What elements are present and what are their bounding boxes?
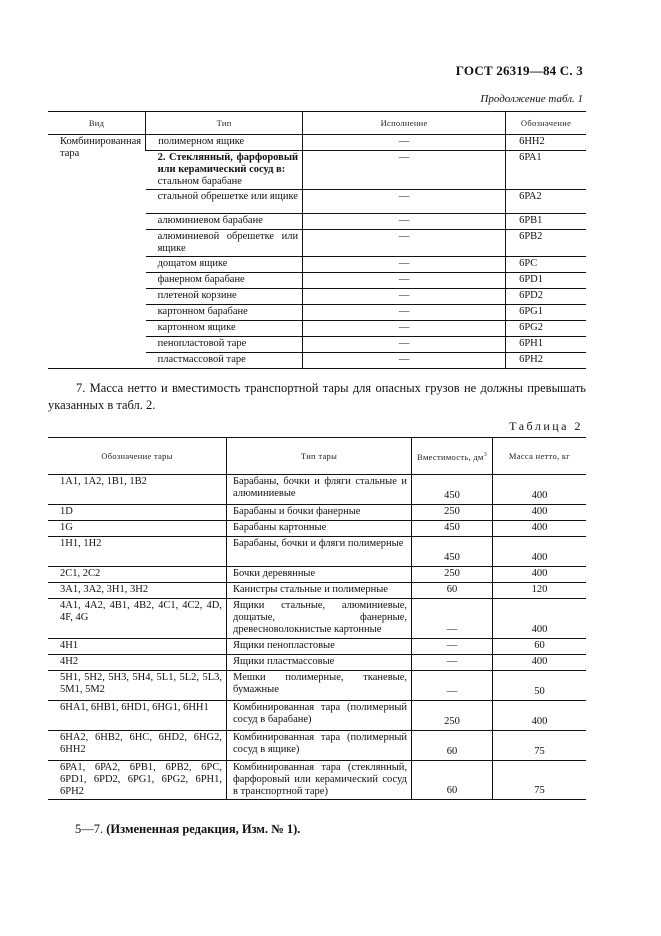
cell-execution: — [303,289,506,305]
col-header-kind: Вид [48,112,146,135]
cell-capacity: 60 [412,761,493,800]
cell-net-mass: 400 [493,599,587,639]
col-header-capacity: Вместимость, $дм^3$ [412,438,493,475]
cell-code: 6РВ1 [506,214,586,230]
cell-designation: 6НА1, 6НВ1, 6HD1, 6HG1, 6НН1 [48,701,227,731]
cell-capacity: 250 [412,701,493,731]
cell-type: полимерном ящике [146,135,303,151]
cell-code: 6РВ2 [506,230,586,257]
cell-capacity: — [412,655,493,671]
cell-designation: 1D [48,505,227,521]
cell-capacity: 450 [412,537,493,567]
footer-note: 5—7. (Измененная редакция, Изм. № 1). [75,822,301,836]
table2-row [48,671,586,701]
cell-designation: 4А1, 4А2, 4В1, 4В2, 4С1, 4С2, 4D, 4F, 4G [48,599,227,639]
cell-type: картонном ящике [146,321,303,337]
cell-type: дощатом ящике [146,257,303,273]
table1-row [48,135,586,151]
cell-container-type: Ящики пенопластовые [227,639,412,655]
cell-container-type: Комбинированная тара (стеклянный, фарфоровый или керамический сосуд в транспортной таре) [227,761,412,800]
table2-row [48,521,586,537]
cell-container-type: Ящики пластмассовые [227,655,412,671]
cell-net-mass: 120 [493,583,587,599]
col-header-type: Тип [146,112,303,135]
cell-type: картонном барабане [146,305,303,321]
cell-net-mass: 75 [493,761,587,800]
cell-type: алюминиевом барабане [146,214,303,230]
cell-kind: Комбинированная тара [60,136,142,159]
table2-row [48,761,586,800]
cell-code: 6PD2 [506,289,586,305]
cell-capacity: 450 [412,521,493,537]
cell-type: стальной обрешетке или ящике [146,190,303,214]
cell-container-type: Барабаны и бочки фанерные [227,505,412,521]
cell-container-type: Мешки полимерные, тканевые, бумажные [227,671,412,701]
table2-row [48,731,586,761]
table2-row [48,567,586,583]
cell-execution: — [303,273,506,289]
table2-row [48,505,586,521]
cell-type: фанерном барабане [146,273,303,289]
cell-container-type: Барабаны картонные [227,521,412,537]
cell-net-mass: 400 [493,521,587,537]
cell-net-mass: 50 [493,671,587,701]
table-continuation-label: Продолжение табл. 1 [480,93,583,105]
col-header-net-mass: Масса нетто, кг [493,438,587,475]
cell-designation: 6РА1, 6РА2, 6РВ1, 6РВ2, 6РС, 6PD1, 6PD2, 6PG1, 6PG2, 6РН1, 6РН2 [60,762,222,797]
cell-code: 6PG2 [506,321,586,337]
cell-code: 6PG1 [506,305,586,321]
cell-designation: 1Н1, 1Н2 [48,537,227,567]
cell-execution: — [303,135,506,151]
cell-type: пенопластовой таре [146,337,303,353]
col-header-designation: Обозначение тары [48,438,227,475]
cell-capacity: — [412,671,493,701]
cell-container-type: Барабаны, бочки и фляги полимерные [227,537,412,567]
cell-capacity: — [412,599,493,639]
cell-designation: 1G [48,521,227,537]
table2-row [48,701,586,731]
cell-code: 6PD1 [506,273,586,289]
cell-execution: — [303,151,506,190]
cell-net-mass: 400 [493,537,587,567]
table-1 [48,111,586,369]
cell-net-mass: 400 [493,475,587,505]
cell-designation: 2С1, 2С2 [48,567,227,583]
cell-net-mass: 400 [493,655,587,671]
cell-execution: — [303,305,506,321]
cell-net-mass: 400 [493,505,587,521]
cell-container-type: Комбинированная тара (полимерный сосуд в ящике) [227,731,412,761]
cell-designation: 4Н2 [48,655,227,671]
cell-designation: 6НА2, 6НВ2, 6НС, 6HD2, 6HG2, 6НН2 [48,731,227,761]
cell-execution: — [303,257,506,273]
cell-designation: 1А1, 1А2, 1В1, 1В2 [48,475,227,505]
cell-execution: — [303,321,506,337]
cell-type: пластмассовой таре [157,354,246,365]
cell-designation: 5Н1, 5Н2, 5Н3, 5Н4, 5L1, 5L2, 5L3, 5M1, 5M2 [48,671,227,701]
table2-row [48,599,586,639]
cell-type: 2. Стеклянный, фарфоровый или керамический сосуд в: стальном барабане [146,151,303,190]
cell-container-type: Ящики стальные, алюминиевые, дощатые, фанерные, древесноволокнистые картонные [227,599,412,639]
cell-net-mass: 75 [493,731,587,761]
cell-capacity: 250 [412,567,493,583]
table2-row [48,537,586,567]
cell-capacity: — [412,639,493,655]
cell-code: 6РС [506,257,586,273]
cell-type: алюминиевой обрешетке или ящике [146,230,303,257]
col-header-code: Обозначение [506,112,586,135]
table-2 [48,437,586,800]
col-header-container-type: Тип тары [227,438,412,475]
cell-capacity: 60 [412,731,493,761]
cell-execution: — [303,214,506,230]
cell-net-mass: 400 [493,701,587,731]
cell-container-type: Бочки деревянные [227,567,412,583]
cell-code: 6РН1 [506,337,586,353]
cell-designation: 3А1, 3А2, 3Н1, 3Н2 [48,583,227,599]
cell-execution: — [303,190,506,214]
col-header-execution: Исполнение [303,112,506,135]
table2-row [48,639,586,655]
cell-capacity: 60 [412,583,493,599]
table-2-label: Таблица 2 [509,419,583,433]
cell-capacity: 450 [412,475,493,505]
cell-designation: 4Н1 [48,639,227,655]
cell-capacity: 250 [412,505,493,521]
table2-row [48,475,586,505]
cell-container-type: Барабаны, бочки и фляги стальные и алюминиевые [227,475,412,505]
cell-container-type: Канистры стальные и полимерные [227,583,412,599]
cell-net-mass: 60 [493,639,587,655]
cell-container-type: Комбинированная тара (полимерный сосуд в барабане) [227,701,412,731]
cell-code: 6РА2 [506,190,586,214]
cell-execution: — [303,337,506,353]
cell-net-mass: 400 [493,567,587,583]
cell-execution: — [303,230,506,257]
cell-code: 6РА1 [506,151,586,190]
cell-code: 6НН2 [506,135,586,151]
page-header: ГОСТ 26319—84 С. 3 [455,63,583,78]
table2-row [48,655,586,671]
cell-type: плетеной корзине [146,289,303,305]
cell-execution: — [303,353,506,369]
table2-row [48,583,586,599]
cell-code: 6РН2 [506,353,586,369]
paragraph-7: 7. Масса нетто и вместимость транспортной тары для опасных грузов не должны превышать указанных в табл. 2. [48,381,586,412]
